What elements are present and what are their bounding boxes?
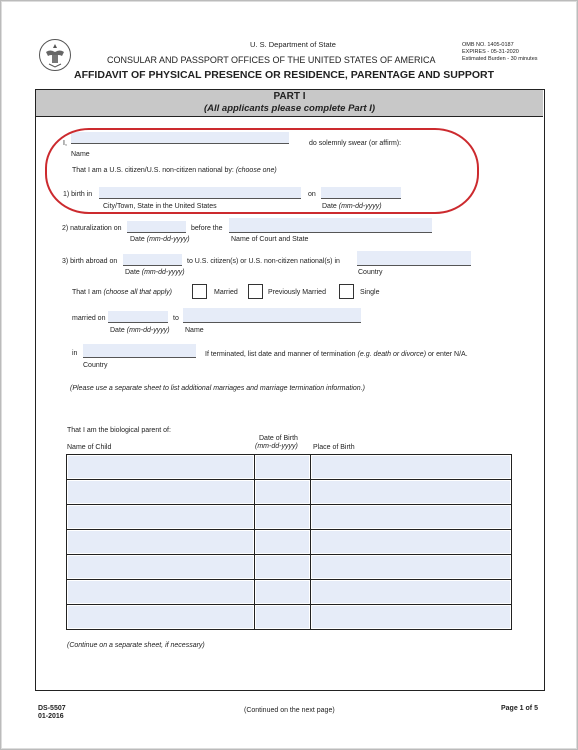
- married-on-label: married on: [72, 315, 106, 322]
- single-checkbox[interactable]: [339, 284, 354, 299]
- naturalization-date-caption: [130, 235, 190, 244]
- child-place-cell[interactable]: [311, 555, 512, 580]
- date-caption: Date: [110, 327, 125, 334]
- table-row: [67, 530, 512, 555]
- i-label: I,: [63, 140, 67, 147]
- child-dob-cell[interactable]: [255, 505, 311, 530]
- child-dob-cell[interactable]: [255, 480, 311, 505]
- spouse-name-caption: Name: [185, 327, 204, 334]
- child-name-cell[interactable]: [67, 530, 255, 555]
- child-dob-cell[interactable]: [255, 530, 311, 555]
- spouse-name-field[interactable]: [183, 308, 361, 323]
- continued-text: (Continued on the next page): [244, 707, 335, 714]
- child-dob-cell[interactable]: [255, 455, 311, 480]
- or-na-label: or enter N/A.: [427, 351, 468, 358]
- child-place-cell[interactable]: [311, 480, 512, 505]
- col-dob-format: (mm-dd-yyyy): [255, 443, 298, 450]
- child-name-cell[interactable]: [67, 455, 255, 480]
- child-name-cell[interactable]: [67, 605, 255, 630]
- termination-example: (e.g. death or divorce): [357, 351, 427, 358]
- child-name-cell[interactable]: [67, 555, 255, 580]
- to-label: to: [173, 315, 179, 322]
- on-label: on: [308, 191, 316, 198]
- child-name-cell[interactable]: [67, 480, 255, 505]
- date-caption: Date: [125, 269, 140, 276]
- married-checkbox[interactable]: [192, 284, 207, 299]
- form-date: 01-2016: [38, 713, 64, 720]
- child-place-cell[interactable]: [311, 605, 512, 630]
- offices-text: CONSULAR AND PASSPORT OFFICES OF THE UNITED STATES OF AMERICA: [107, 55, 436, 65]
- birth-in-label: 1) birth in: [63, 191, 93, 198]
- col-dob-header: Date of Birth: [259, 435, 298, 442]
- burden-text: Estimated Burden - 30 minutes: [462, 56, 538, 62]
- part-subtitle: (All applicants please complete Part I): [203, 103, 376, 114]
- previously-married-option-label: Previously Married: [268, 289, 326, 296]
- court-caption: Name of Court and State: [231, 236, 309, 243]
- date-format-hint: (mm-dd-yyyy): [338, 203, 382, 210]
- date-format-hint: (mm-dd-yyyy): [141, 269, 185, 276]
- that-i-am-label: That I am: [72, 289, 102, 296]
- child-place-cell[interactable]: [311, 530, 512, 555]
- expires-text: EXPIRES - 05-31-2020: [462, 49, 519, 55]
- part-title: PART I: [273, 91, 306, 102]
- child-dob-cell[interactable]: [255, 555, 311, 580]
- date-caption: Date: [322, 203, 337, 210]
- child-place-cell[interactable]: [311, 505, 512, 530]
- part-header: [36, 90, 543, 117]
- children-intro: That I am the biological parent of:: [67, 427, 171, 434]
- continue-note: (Continue on a separate sheet, if necessary): [67, 642, 205, 649]
- col-name-header: Name of Child: [67, 444, 112, 451]
- marriage-date-caption: [110, 326, 170, 335]
- child-dob-cell[interactable]: [255, 580, 311, 605]
- to-citizen-text: to U.S. citizen(s) or U.S. non-citizen national(s) in: [187, 258, 340, 265]
- child-dob-cell[interactable]: [255, 605, 311, 630]
- omb-number: OMB NO. 1405-0187: [462, 42, 514, 48]
- highlight-oval: [45, 128, 479, 214]
- swear-text: do solemnly swear (or affirm):: [309, 140, 402, 147]
- birth-place-caption: City/Town, State in the United States: [103, 203, 217, 210]
- naturalization-date-field[interactable]: [127, 221, 186, 233]
- form-title: AFFIDAVIT OF PHYSICAL PRESENCE OR RESIDENCE, PARENTAGE AND SUPPORT: [74, 69, 495, 81]
- marriage-country-field[interactable]: [83, 344, 196, 358]
- married-option-label: Married: [214, 289, 238, 296]
- marriage-country-caption: Country: [83, 362, 108, 369]
- birth-abroad-label: 3) birth abroad on: [62, 258, 118, 265]
- separate-sheet-note: (Please use a separate sheet to list additional marriages and marriage termination information.): [70, 385, 365, 392]
- table-row: [67, 505, 512, 530]
- page-number: Page 1 of 5: [501, 705, 538, 712]
- table-row: [67, 580, 512, 605]
- birth-abroad-date-caption: [125, 268, 185, 277]
- child-place-cell[interactable]: [311, 455, 512, 480]
- marital-label: [72, 288, 172, 297]
- table-row: [67, 555, 512, 580]
- child-name-cell[interactable]: [67, 580, 255, 605]
- termination-text: [205, 350, 468, 359]
- choose-one-hint: (choose one): [235, 167, 277, 174]
- termination-label: If terminated, list date and manner of termination: [205, 351, 356, 358]
- name-caption: Name: [71, 151, 90, 158]
- single-option-label: Single: [360, 289, 380, 296]
- marriage-date-field[interactable]: [108, 311, 168, 323]
- choose-all-hint: (choose all that apply): [103, 289, 173, 296]
- col-place-header: Place of Birth: [313, 444, 355, 451]
- previously-married-checkbox[interactable]: [248, 284, 263, 299]
- form-number: DS-5507: [38, 705, 66, 712]
- child-place-cell[interactable]: [311, 580, 512, 605]
- table-row: [67, 605, 512, 630]
- children-table: [66, 454, 512, 630]
- birth-abroad-date-field[interactable]: [123, 254, 182, 266]
- birth-abroad-country-field[interactable]: [357, 251, 471, 266]
- in-label: in: [72, 350, 78, 357]
- country-caption: Country: [358, 269, 383, 276]
- date-format-hint: (mm-dd-yyyy): [126, 327, 170, 334]
- great-seal-icon: [38, 38, 72, 72]
- date-format-hint: (mm-dd-yyyy): [146, 236, 190, 243]
- before-label: before the: [191, 225, 223, 232]
- table-row: [67, 480, 512, 505]
- table-row: [67, 455, 512, 480]
- naturalization-label: 2) naturalization on: [62, 225, 122, 232]
- date-caption: Date: [130, 236, 145, 243]
- department-text: U. S. Department of State: [250, 40, 336, 49]
- court-field[interactable]: [229, 218, 432, 233]
- citizen-label: That I am a U.S. citizen/U.S. non-citizen national by:: [72, 167, 234, 174]
- child-name-cell[interactable]: [67, 505, 255, 530]
